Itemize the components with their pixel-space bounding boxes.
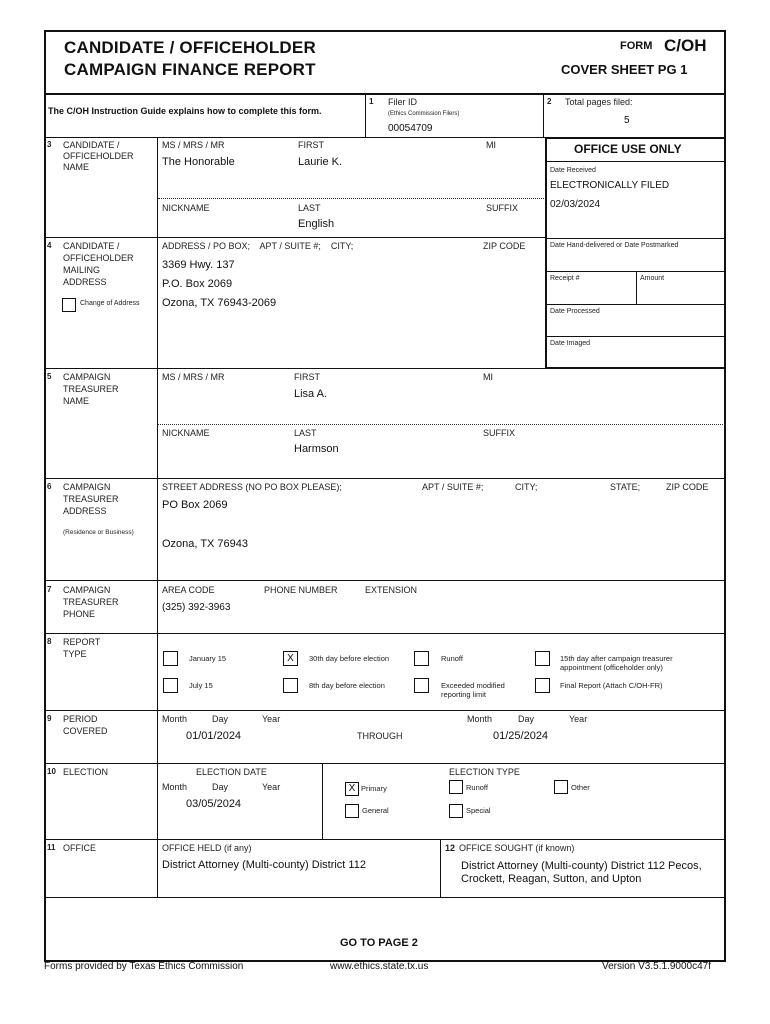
- election-year-label: Year: [262, 782, 281, 792]
- divider: [545, 161, 726, 162]
- election-type-title: ELECTION TYPE: [449, 767, 520, 777]
- section5-label-1: CAMPAIGN: [63, 372, 111, 382]
- cand-mi-label: MI: [486, 140, 496, 150]
- section7-num: 7: [47, 585, 52, 594]
- divider: [44, 763, 726, 764]
- divider: [636, 271, 637, 304]
- treas-state-label: STATE;: [610, 482, 641, 492]
- jan15-checkbox[interactable]: [163, 651, 178, 666]
- hand-delivered-label: Date Hand-delivered or Date Postmarked: [550, 242, 679, 249]
- divider: [545, 238, 726, 239]
- section9-label-2: COVERED: [63, 726, 108, 736]
- cand-nickname-label: NICKNAME: [162, 203, 210, 213]
- other-election-label: Other: [571, 783, 590, 792]
- primary-label: Primary: [361, 784, 387, 793]
- office-use-title: OFFICE USE ONLY: [574, 142, 682, 156]
- label-column-divider: [157, 137, 158, 897]
- section10-label: ELECTION: [63, 767, 109, 777]
- 30th-day-checkbox[interactable]: X: [283, 651, 298, 666]
- mailing-address-line2[interactable]: P.O. Box 2069: [162, 278, 233, 290]
- form-code: C/OH: [664, 36, 707, 55]
- instruction-text: The C/OH Instruction Guide explains how to complete this form.: [48, 106, 322, 116]
- cand-suffix-label: SUFFIX: [486, 203, 519, 213]
- total-pages-label: Total pages filed:: [565, 97, 633, 107]
- period-to-value[interactable]: 01/25/2024: [493, 730, 549, 742]
- treas-city-label: CITY;: [515, 482, 538, 492]
- section4-label-1: CANDIDATE /: [63, 241, 120, 251]
- primary-checkbox[interactable]: X: [345, 782, 359, 796]
- treas-last-value[interactable]: Harmson: [294, 443, 339, 455]
- section7-label-3: PHONE: [63, 609, 96, 619]
- section6-label-1: CAMPAIGN: [63, 482, 111, 492]
- cand-prefix-value[interactable]: The Honorable: [162, 156, 235, 168]
- election-date-value[interactable]: 03/05/2024: [186, 798, 242, 810]
- 30th-day-label: 30th day before election: [309, 654, 390, 663]
- section9-num: 9: [47, 714, 52, 723]
- final-report-checkbox[interactable]: [535, 678, 550, 693]
- divider: [543, 95, 544, 137]
- exceeded-limit-label-2: reporting limit: [441, 690, 487, 699]
- section4-label-4: ADDRESS: [63, 277, 107, 287]
- treas-first-label: FIRST: [294, 372, 320, 382]
- period-to-month-label: Month: [467, 714, 493, 724]
- mailing-address-line1[interactable]: 3369 Hwy. 137: [162, 259, 235, 271]
- section4-label-3: MAILING: [63, 265, 101, 275]
- office-sought-line1[interactable]: District Attorney (Multi-county) District 112 Pecos,: [461, 860, 702, 872]
- divider: [44, 368, 726, 369]
- footer-version: Version V3.5.1.9000c47f: [602, 961, 711, 972]
- special-checkbox[interactable]: [449, 804, 463, 818]
- section4-num: 4: [47, 241, 52, 250]
- section7-label-1: CAMPAIGN: [63, 585, 111, 595]
- mailing-address-line3[interactable]: Ozona, TX 76943-2069: [162, 297, 277, 309]
- dotted-divider: [158, 198, 544, 199]
- dotted-divider: [158, 424, 725, 425]
- section6-label-3: ADDRESS: [63, 506, 107, 516]
- divider: [44, 580, 726, 581]
- area-code-label: AREA CODE: [162, 585, 215, 595]
- exceeded-limit-label-1: Exceeded modified: [441, 681, 505, 690]
- 8th-day-label: 8th day before election: [309, 681, 385, 690]
- period-from-month-label: Month: [162, 714, 188, 724]
- divider: [44, 137, 545, 138]
- office-sought-line2[interactable]: Crockett, Reagan, Sutton, and Upton: [461, 873, 642, 885]
- filer-id-label: Filer ID: [388, 97, 417, 107]
- runoff-election-checkbox[interactable]: [449, 780, 463, 794]
- treas-address-line1[interactable]: PO Box 2069: [162, 499, 228, 511]
- section5-num: 5: [47, 372, 52, 381]
- electronically-filed-text: ELECTRONICALLY FILED: [550, 180, 670, 191]
- total-pages-num: 2: [547, 97, 552, 106]
- go-to-page-2: GO TO PAGE 2: [340, 937, 418, 949]
- footer-website[interactable]: www.ethics.state.tx.us: [330, 961, 429, 972]
- final-report-label: Final Report (Attach C/OH-FR): [560, 681, 663, 690]
- section12-num: 12: [445, 843, 456, 853]
- jul15-label: July 15: [189, 681, 213, 690]
- mailing-zip-label: ZIP CODE: [483, 241, 526, 251]
- date-received-label: Date Received: [550, 167, 596, 174]
- election-month-label: Month: [162, 782, 188, 792]
- period-from-year-label: Year: [262, 714, 281, 724]
- 8th-day-checkbox[interactable]: [283, 678, 298, 693]
- divider: [44, 839, 726, 840]
- divider: [365, 95, 366, 137]
- general-checkbox[interactable]: [345, 804, 359, 818]
- cand-prefix-label: MS / MRS / MR: [162, 140, 225, 150]
- date-processed-label: Date Processed: [550, 308, 600, 315]
- footer-provided-by: Forms provided by Texas Ethics Commission: [44, 961, 244, 972]
- section3-label-2: OFFICEHOLDER: [63, 151, 134, 161]
- divider: [545, 304, 726, 305]
- period-from-day-label: Day: [212, 714, 229, 724]
- 15th-day-label-1: 15th day after campaign treasurer: [560, 654, 673, 663]
- section11-num: 11: [47, 843, 56, 852]
- divider: [440, 839, 441, 897]
- form-title-line2: CAMPAIGN FINANCE REPORT: [64, 60, 316, 79]
- section6-num: 6: [47, 482, 52, 491]
- section4-label-2: OFFICEHOLDER: [63, 253, 134, 263]
- treas-address-line2[interactable]: Ozona, TX 76943: [162, 538, 249, 550]
- period-from-value[interactable]: 01/01/2024: [186, 730, 242, 742]
- change-of-address-checkbox[interactable]: [62, 298, 76, 312]
- section8-label-1: REPORT: [63, 637, 101, 647]
- section6-sublabel: (Residence or Business): [63, 529, 134, 536]
- treas-nickname-label: NICKNAME: [162, 428, 210, 438]
- office-sought-label: OFFICE SOUGHT (if known): [459, 843, 575, 853]
- general-label: General: [362, 806, 389, 815]
- date-received-value: 02/03/2024: [550, 199, 601, 210]
- treas-phone-value[interactable]: (325) 392-3963: [162, 602, 231, 613]
- divider: [44, 633, 726, 634]
- section8-label-2: TYPE: [63, 649, 87, 659]
- extension-label: EXTENSION: [365, 585, 418, 595]
- section11-label: OFFICE: [63, 843, 96, 853]
- divider: [44, 478, 726, 479]
- office-held-label: OFFICE HELD (if any): [162, 843, 252, 853]
- 15th-day-checkbox[interactable]: [535, 651, 550, 666]
- phone-number-label: PHONE NUMBER: [264, 585, 338, 595]
- cover-sheet-label: COVER SHEET PG 1: [561, 62, 688, 77]
- section5-label-3: NAME: [63, 396, 90, 406]
- election-day-label: Day: [212, 782, 229, 792]
- mailing-address-header: ADDRESS / PO BOX; APT / SUITE #; CITY;: [162, 241, 354, 251]
- section3-label-1: CANDIDATE /: [63, 140, 120, 150]
- divider: [44, 710, 726, 711]
- treas-street-label: STREET ADDRESS (NO PO BOX PLEASE);: [162, 482, 342, 492]
- 15th-day-label-2: appointment (officeholder only): [560, 663, 663, 672]
- divider: [322, 763, 323, 839]
- runoff-election-label: Runoff: [466, 783, 488, 792]
- jul15-checkbox[interactable]: [163, 678, 178, 693]
- period-through-label: THROUGH: [357, 731, 403, 741]
- other-election-checkbox[interactable]: [554, 780, 568, 794]
- treas-suffix-label: SUFFIX: [483, 428, 516, 438]
- filer-id-sublabel: (Ethics Commission Filers): [388, 111, 460, 117]
- divider: [44, 93, 726, 95]
- section3-num: 3: [47, 140, 52, 149]
- total-pages-value[interactable]: 5: [624, 115, 630, 126]
- amount-label: Amount: [640, 275, 665, 282]
- cand-last-value[interactable]: English: [298, 218, 335, 230]
- treas-prefix-label: MS / MRS / MR: [162, 372, 225, 382]
- receipt-label: Receipt #: [550, 275, 580, 282]
- date-imaged-label: Date Imaged: [550, 340, 591, 347]
- exceeded-limit-checkbox[interactable]: [414, 678, 429, 693]
- section10-num: 10: [47, 767, 56, 776]
- office-held-value[interactable]: District Attorney (Multi-county) District 112: [162, 859, 366, 871]
- cand-last-label: LAST: [298, 203, 321, 213]
- section3-label-3: NAME: [63, 162, 90, 172]
- cand-first-label: FIRST: [298, 140, 324, 150]
- section9-label-1: PERIOD: [63, 714, 98, 724]
- divider: [545, 336, 726, 337]
- treas-apt-label: APT / SUITE #;: [422, 482, 484, 492]
- treas-last-label: LAST: [294, 428, 317, 438]
- divider: [44, 237, 545, 238]
- treas-mi-label: MI: [483, 372, 493, 382]
- runoff-report-checkbox[interactable]: [414, 651, 429, 666]
- section6-label-2: TREASURER: [63, 494, 119, 504]
- period-to-day-label: Day: [518, 714, 535, 724]
- special-label: Special: [466, 806, 491, 815]
- treas-first-value[interactable]: Lisa A.: [294, 388, 328, 400]
- change-of-address-label: Change of Address: [80, 300, 140, 307]
- filer-id-num: 1: [369, 97, 374, 106]
- cand-first-value[interactable]: Laurie K.: [298, 156, 343, 168]
- section7-label-2: TREASURER: [63, 597, 119, 607]
- section8-num: 8: [47, 637, 52, 646]
- section5-label-2: TREASURER: [63, 384, 119, 394]
- period-to-year-label: Year: [569, 714, 588, 724]
- jan15-label: January 15: [189, 654, 227, 663]
- election-date-title: ELECTION DATE: [196, 767, 267, 777]
- filer-id-value[interactable]: 00054709: [388, 123, 433, 134]
- runoff-report-label: Runoff: [441, 654, 463, 663]
- divider: [44, 897, 726, 898]
- form-title-line1: CANDIDATE / OFFICEHOLDER: [64, 38, 316, 57]
- form-word: FORM: [620, 40, 653, 52]
- treas-zip-label: ZIP CODE: [666, 482, 709, 492]
